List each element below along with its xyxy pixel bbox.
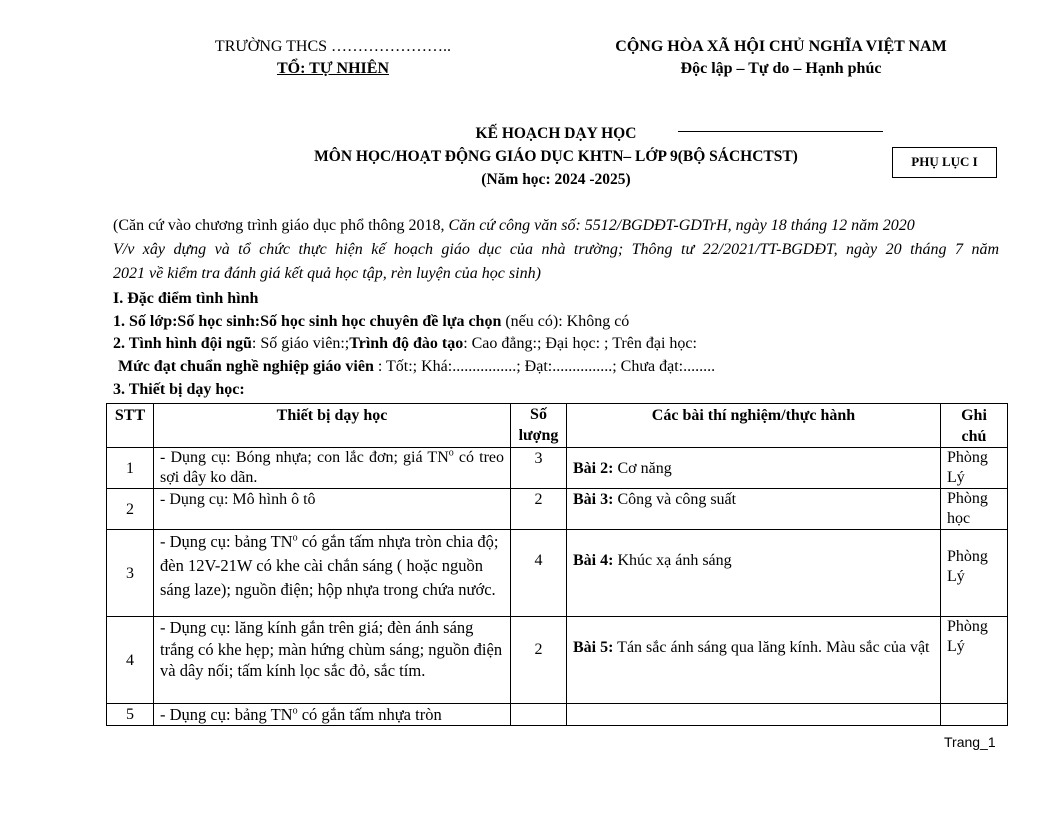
row-stt: 5 [107,704,154,726]
intro-decree: Căn cứ công văn số: 5512/BGDĐT-GDTrH, ngày 18 tháng 12 năm 2020 [448,217,915,234]
class-info [113,310,629,334]
class-info-value: (nếu có): Không có [501,313,630,330]
lesson-number: Bài 4: [573,552,614,569]
school-year: (Năm học: 2024 -2025) [481,171,631,188]
lesson-number: Bài 5: [573,639,614,656]
row-stt: 2 [107,489,154,530]
section-heading: I. Đặc điểm tình hình [113,290,259,307]
lesson-number: Bài 2: [573,459,614,477]
intro-prefix: (Căn cứ vào chương trình giáo dục phổ thông 2018, [113,217,449,234]
row-note: Phòng Lý [941,530,1008,617]
row-equipment [154,617,511,704]
header-qty: Số lượng [511,404,567,448]
table-row [107,704,1008,726]
lesson-title: Công và công suất [613,491,737,508]
equipment-text: - Dụng cụ: Mô hình ô tô [160,491,316,508]
row-lesson [567,704,941,726]
lesson-number: Bài 3: [573,491,614,508]
row-qty: 2 [511,489,567,530]
row-lesson [567,448,941,489]
school-name: TRƯỜNG THCS ………………….. [214,38,452,55]
class-info-label: 1. Số lớp:Số học sinh:Số học sinh học chuyên đề lựa chọn [113,313,502,330]
lesson-title: Cơ năng [613,459,672,477]
table-row [107,530,1008,617]
row-stt: 3 [107,530,154,617]
row-qty [511,704,567,726]
department-label: TỔ: TỰ NHIÊN [276,60,389,77]
appendix-label: PHỤ LỤC I [911,154,978,169]
row-lesson [567,489,941,530]
standard-info [118,355,715,379]
equipment-text: - Dụng cụ: bảng TN [160,705,293,724]
page-number: Trang_1 [944,734,996,750]
subject-title: MÔN HỌC/HOẠT ĐỘNG GIÁO DỤC KHTN– LỚP 9(BỘ SÁCHCTST) [314,148,798,165]
row-stt: 4 [107,617,154,704]
row-note: Phòng học [941,489,1008,530]
plan-title: KẾ HOẠCH DẠY HỌC [475,125,637,142]
row-equipment [154,704,511,726]
national-motto: Độc lập – Tự do – Hạnh phúc [680,60,882,77]
appendix-box [892,147,997,178]
intro-line-3: 2021 về kiểm tra đánh giá kết quả học tập, rèn luyện của học sinh) [113,265,541,282]
header-equipment: Thiết bị dạy học [154,404,511,448]
equipment-text-cont: có gắn tấm nhựa tròn chia độ; đèn 12V-21W có khe cài chắn sáng ( hoặc nguồn sáng laze); nguồn điện; hộp nhựa trong chứa nước. [160,532,499,599]
table-header-row [107,404,1008,448]
row-stt: 1 [107,448,154,489]
row-equipment [154,489,511,530]
equipment-text: - Dụng cụ: Bóng nhựa; con lắc đơn; giá TN [160,449,449,466]
title-rule [678,131,883,132]
equipment-sup: o [292,532,298,544]
row-note [941,704,1008,726]
equipment-text-cont: có treo sợi dây ko dãn. [160,449,505,486]
table-row [107,448,1008,489]
row-qty: 4 [511,530,567,617]
table-row [107,617,1008,704]
staff-count: : Số giáo viên:; [251,335,350,352]
row-equipment [154,448,511,489]
standard-label: Mức đạt chuẩn nghề nghiệp giáo viên [118,358,374,375]
intro-line-2: V/v xây dựng và tổ chức thực hiện kế hoạch giáo dục của nhà trường; Thông tư 22/2021/TT-BGDĐT, ngày 20 tháng 7 năm [113,241,999,258]
equipment-sup: o [448,447,454,459]
lesson-title: Tán sắc ánh sáng qua lăng kính. Màu sắc của vật [613,639,930,656]
equipment-sup: o [292,705,298,717]
row-qty: 3 [511,448,567,489]
equipment-text-cont: có gắn tấm nhựa tròn [297,705,442,724]
table-row [107,489,1008,530]
header-labs: Các bài thí nghiệm/thực hành [567,404,941,448]
staff-info-label: 2. Tình hình đội ngũ [113,335,252,352]
intro-line-1 [113,214,999,238]
department-name [150,58,516,80]
header-note: Ghi chú [941,404,1008,448]
equipment-table [106,403,1008,726]
equipment-text: - Dụng cụ: lăng kính gắn trên giá; đèn ánh sáng trắng có khe hẹp; màn hứng chùm sáng; nguồn điện và dây nối; tấm kính lọc sắc đỏ, sắc tím. [160,618,503,680]
row-qty: 2 [511,617,567,704]
republic-title: CỘNG HÒA XÃ HỘI CHỦ NGHĨA VIỆT NAM [615,38,947,55]
header-stt: STT [107,404,154,448]
row-equipment [154,530,511,617]
equipment-text: - Dụng cụ: bảng TN [160,532,293,551]
staff-info [113,332,697,356]
training-label: Trình độ đào tạo [349,335,464,352]
row-note: Phòng Lý [941,617,1008,704]
lesson-title: Khúc xạ ánh sáng [613,552,732,569]
row-note: Phòng Lý [941,448,1008,489]
row-lesson [567,617,941,704]
training-values: : Cao đẳng:; Đại học: ; Trên đại học: [463,335,697,352]
standard-values: : Tốt:; Khá:................; Đạt:...............; Chưa đạt:........ [373,358,716,375]
row-lesson [567,530,941,617]
equipment-heading: 3. Thiết bị dạy học: [113,381,245,398]
